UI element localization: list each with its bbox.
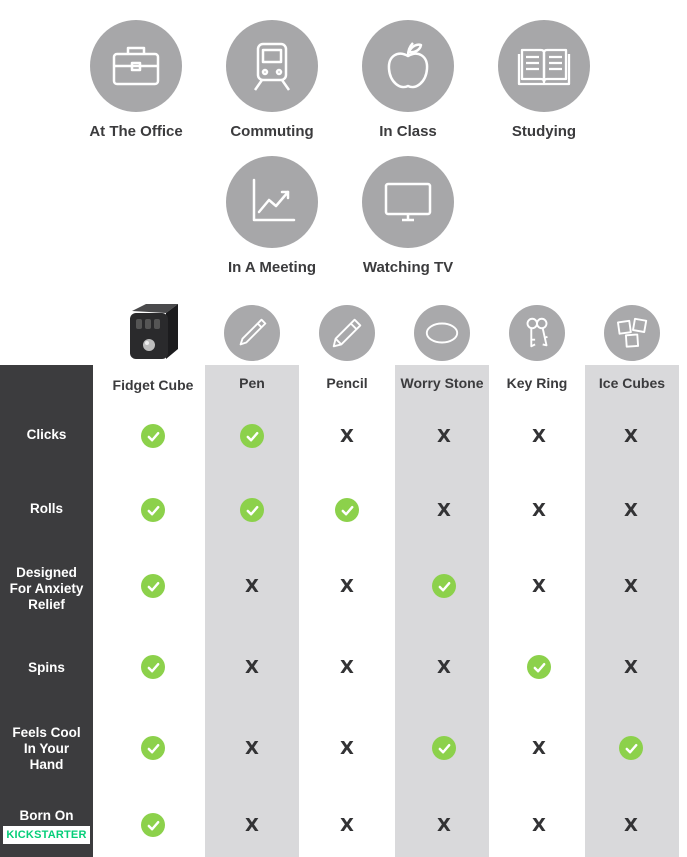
check-circle [432, 574, 456, 598]
fidget-cube-icon [122, 301, 184, 363]
use-case-label: At The Office [89, 123, 183, 140]
tv-icon [362, 156, 454, 248]
check-circle [141, 498, 165, 522]
worry-stone-icon [414, 305, 470, 361]
x-mark [526, 573, 552, 599]
use-case-label: Watching TV [362, 259, 454, 276]
feature-label-feels-cool: Feels Cool In Your Hand [12, 725, 81, 772]
use-case-label: In A Meeting [227, 259, 317, 276]
check-circle [141, 424, 165, 448]
x-mark-text: X [437, 425, 451, 447]
check-mark-icon [140, 423, 166, 449]
use-case-label: Studying [511, 123, 577, 140]
check-mark-icon [334, 497, 360, 523]
pencil-icon [319, 305, 375, 361]
feature-label-anxiety-relief: Designed For Anxiety Relief [9, 565, 84, 612]
x-mark [431, 497, 457, 523]
kickstarter-logo: KICKSTARTER [3, 826, 89, 844]
check-circle [335, 498, 359, 522]
x-mark-text: X [245, 656, 259, 678]
x-mark-text: X [532, 499, 546, 521]
x-mark-text: X [624, 575, 638, 597]
use-case-class [340, 20, 476, 140]
x-mark [431, 423, 457, 449]
product-label: Pen [239, 375, 265, 391]
briefcase-icon [90, 20, 182, 112]
check-circle [141, 574, 165, 598]
check-mark-icon [618, 735, 644, 761]
product-pen [202, 305, 302, 391]
x-mark [239, 654, 265, 680]
check-circle [240, 498, 264, 522]
pen-icon [224, 305, 280, 361]
x-mark-text: X [532, 425, 546, 447]
x-mark [239, 573, 265, 599]
product-label: Worry Stone [400, 375, 484, 391]
check-circle [527, 655, 551, 679]
product-label: Pencil [326, 375, 368, 391]
check-mark-icon [431, 735, 457, 761]
key-ring-icon [509, 305, 565, 361]
x-mark [334, 654, 360, 680]
x-mark-text: X [340, 814, 354, 836]
apple-icon [362, 20, 454, 112]
product-key-ring [487, 305, 587, 391]
check-circle [619, 736, 643, 760]
x-mark [618, 497, 644, 523]
check-circle [432, 736, 456, 760]
check-mark-icon [239, 423, 265, 449]
x-mark-text: X [532, 737, 546, 759]
x-mark [526, 735, 552, 761]
ice-cubes-icon [604, 305, 660, 361]
x-mark-text: X [624, 656, 638, 678]
check-mark-icon [239, 497, 265, 523]
x-mark [526, 497, 552, 523]
x-mark [334, 573, 360, 599]
use-case-tv [340, 156, 476, 276]
x-mark [618, 812, 644, 838]
x-mark-text: X [340, 656, 354, 678]
train-icon [226, 20, 318, 112]
x-mark [431, 812, 457, 838]
x-mark-text: X [340, 575, 354, 597]
x-mark [618, 573, 644, 599]
product-label: Key Ring [506, 375, 568, 391]
check-mark-icon [140, 654, 166, 680]
check-mark-icon [431, 573, 457, 599]
check-mark-icon [140, 497, 166, 523]
x-mark [526, 812, 552, 838]
check-mark-icon [140, 735, 166, 761]
check-circle [240, 424, 264, 448]
x-mark [239, 812, 265, 838]
x-mark-text: X [532, 575, 546, 597]
x-mark-text: X [340, 737, 354, 759]
x-mark [334, 812, 360, 838]
feature-label-clicks: Clicks [26, 427, 67, 442]
x-mark-text: X [437, 814, 451, 836]
x-mark [239, 735, 265, 761]
feature-label-spins: Spins [28, 660, 65, 675]
x-mark [334, 735, 360, 761]
use-case-label: In Class [379, 123, 437, 140]
use-case-meeting [204, 156, 340, 276]
x-mark [618, 654, 644, 680]
x-mark-text: X [245, 737, 259, 759]
x-mark-text: X [532, 814, 546, 836]
x-mark-text: X [245, 575, 259, 597]
book-icon [498, 20, 590, 112]
use-case-office [68, 20, 204, 140]
product-label: Fidget Cube [112, 377, 194, 393]
check-circle [141, 813, 165, 837]
check-circle [141, 655, 165, 679]
product-ice-cubes [582, 305, 682, 391]
use-case-label: Commuting [230, 123, 314, 140]
x-mark-text: X [245, 814, 259, 836]
x-mark-text: X [624, 814, 638, 836]
product-label: Ice Cubes [598, 375, 666, 391]
product-worry-stone [392, 305, 492, 391]
feature-label-born-on-text: Born On [19, 808, 74, 823]
x-mark-text: X [624, 425, 638, 447]
check-mark-icon [140, 812, 166, 838]
check-mark-icon [140, 573, 166, 599]
check-mark-icon [526, 654, 552, 680]
product-fidget-cube [103, 305, 203, 393]
x-mark-text: X [437, 656, 451, 678]
x-mark [618, 423, 644, 449]
x-mark-text: X [437, 499, 451, 521]
x-mark [526, 423, 552, 449]
feature-label-born-on [0, 808, 93, 844]
x-mark [431, 654, 457, 680]
check-circle [141, 736, 165, 760]
x-mark-text: X [340, 425, 354, 447]
x-mark [334, 423, 360, 449]
x-mark-text: X [624, 499, 638, 521]
use-case-studying [476, 20, 612, 140]
feature-label-rolls: Rolls [29, 501, 63, 516]
chart-icon [226, 156, 318, 248]
use-case-commuting [204, 20, 340, 140]
product-pencil [297, 305, 397, 391]
